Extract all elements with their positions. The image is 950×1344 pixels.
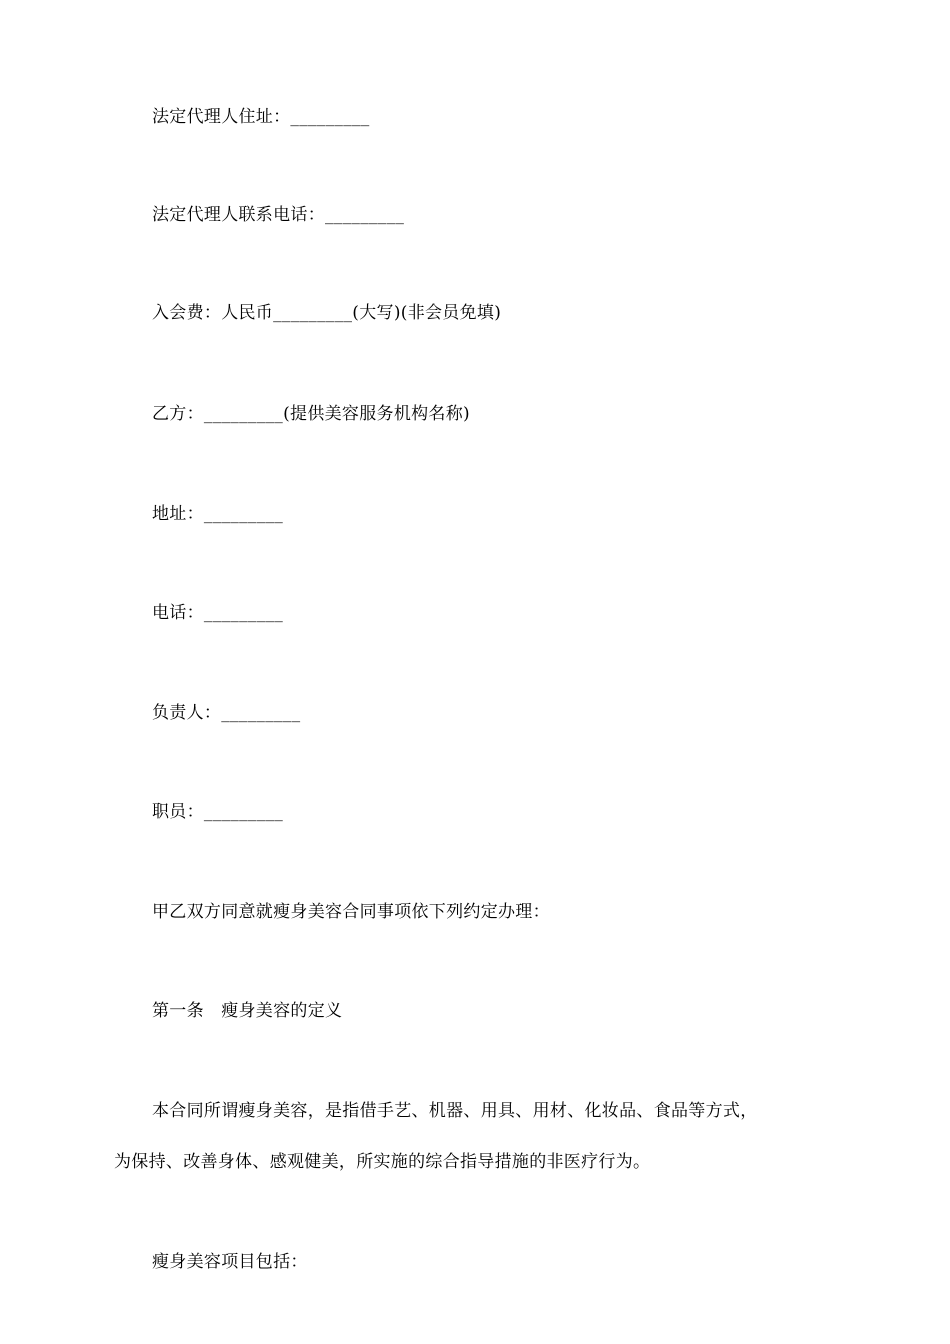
staff-line: 职员：_________ (152, 802, 284, 822)
address-line: 地址：_________ (152, 504, 284, 524)
definition-line-2: 为保持、改善身体、感观健美，所实施的综合指导措施的非医疗行为。 (114, 1152, 651, 1172)
definition-line-1: 本合同所谓瘦身美容，是指借手艺、机器、用具、用材、化妆品、食品等方式， (152, 1101, 758, 1121)
phone-line: 电话：_________ (152, 603, 284, 623)
agreement-intro-line: 甲乙双方同意就瘦身美容合同事项依下列约定办理： (152, 902, 550, 922)
definition-paragraph (114, 1099, 834, 1179)
membership-fee-line: 入会费：人民币_________(大写)(非会员免填) (152, 303, 502, 323)
items-heading: 瘦身美容项目包括： (152, 1252, 308, 1272)
responsible-person-line: 负责人：_________ (152, 703, 301, 723)
article-one-heading: 第一条 瘦身美容的定义 (152, 1001, 343, 1021)
guardian-phone-line: 法定代理人联系电话：_________ (152, 205, 405, 225)
guardian-address-line: 法定代理人住址：_________ (152, 107, 370, 127)
party-b-line: 乙方：_________(提供美容服务机构名称) (152, 404, 470, 424)
